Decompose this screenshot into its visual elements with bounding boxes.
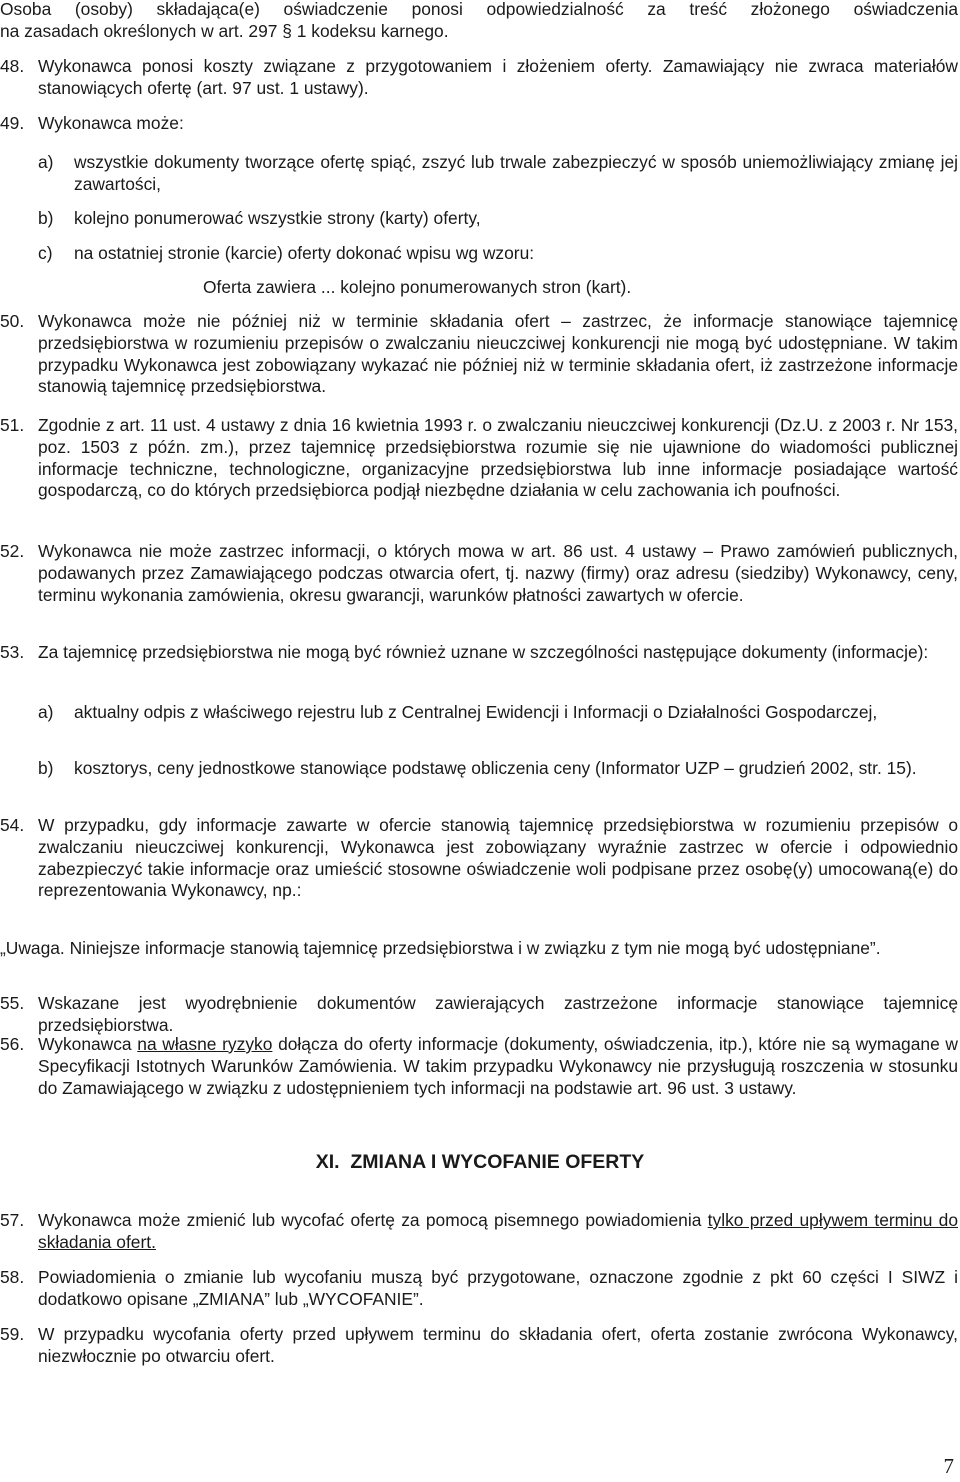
paragraph-number: 53.	[0, 642, 25, 662]
list-label: a)	[38, 152, 54, 172]
section-heading: XI. ZMIANA I WYCOFANIE OFERTY	[315, 1151, 645, 1173]
paragraph-number: 57.	[0, 1210, 25, 1230]
list-text: wszystkie dokumenty tworzące ofertę spiąć, zszyć lub trwale zabezpieczyć w sposób uniemożliwiający zmianę jej zawartości,	[74, 152, 958, 194]
list-text: kosztorys, ceny jednostkowe stanowiące podstawę obliczenia ceny (Informator UZP – grudzień 2002, str. 15).	[74, 758, 917, 778]
list-label: c)	[38, 243, 53, 263]
list-label: a)	[38, 702, 54, 722]
confidentiality-note: „Uwaga. Niniejsze informacje stanowią tajemnicę przedsiębiorstwa i w związku z tym nie mogą być udostępniane”.	[0, 938, 881, 958]
paragraph-number: 49.	[0, 113, 25, 133]
paragraph-text: Powiadomienia o zmianie lub wycofaniu muszą być przygotowane, oznaczone zgodnie z pkt 60 części I SIWZ i dodatkowo opisane „ZMIANA” lub „WYCOFANIE”.	[38, 1267, 958, 1309]
paragraph-text: Za tajemnicę przedsiębiorstwa nie mogą być również uznane w szczególności następujące dokumenty (informacje):	[38, 642, 929, 662]
paragraph-text: Wykonawca może nie później niż w terminie składania ofert – zastrzec, że informacje stanowiące tajemnicę przedsiębiorstwa w rozumieniu przepisów o zwalczaniu nieuczciwej konkurencji nie mogą być udostępniane. W takim przypadku Wykonawca jest zobowiązany wykazać nie później niż w terminie składania ofert, iż zastrzeżone informacje stanowią tajemnicę przedsiębiorstwa.	[38, 311, 958, 397]
text-run: dołącza do oferty informacje (dokumenty, oświadczenia, itp.), które nie są wymagane w Specyfikacji Istotnych Warunków Zamówienia. W takim przypadku Wykonawcy nie przysługują roszczenia w stosunku do Zamawiającego w związku z udostępnieniem tych informacji na podstawie art. 96 ust. 3 ustawy.	[38, 1034, 958, 1098]
list-text: kolejno ponumerować wszystkie strony (karty) oferty,	[74, 208, 481, 228]
underlined-phrase: na własne ryzyko	[137, 1034, 273, 1054]
intro-line-2: na zasadach określonych w art. 297 § 1 kodeksu karnego.	[0, 20, 449, 41]
paragraph-text: Wykonawca ponosi koszty związane z przygotowaniem i złożeniem oferty. Zamawiający nie zwraca materiałów stanowiących ofertę (art. 97 ust. 1 ustawy).	[38, 56, 958, 98]
paragraph-number: 51.	[0, 415, 25, 435]
paragraph-text: W przypadku, gdy informacje zawarte w ofercie stanowią tajemnicę przedsiębiorstwa w rozumieniu przepisów o zwalczaniu nieuczciwej konkurencji, Wykonawca jest zobowiązany wyraźnie zastrzec w ofercie i odpowiednio zabezpieczyć takie informacje oraz umieścić stosowne oświadczenie woli podpisane przez osobę(y) umocowaną(e) do reprezentowania Wykonawcy, np.:	[38, 815, 958, 901]
paragraph-number: 55.	[0, 993, 25, 1013]
paragraph-text: Wykonawca może:	[38, 113, 184, 133]
list-text: na ostatniej stronie (karcie) oferty dokonać wpisu wg wzoru:	[74, 243, 535, 263]
paragraph-text	[38, 1210, 958, 1254]
paragraph-number: 48.	[0, 56, 25, 76]
intro-line-1: Osoba (osoby) składająca(e) oświadczenie ponosi odpowiedzialność za treść złożonego oświadczenia	[0, 0, 958, 19]
paragraph-text: Wykonawca nie może zastrzec informacji, o których mowa w art. 86 ust. 4 ustawy – Prawo zamówień publicznych, podawanych przez Zamawiającego podczas otwarcia ofert, tj. nazwy (firmy) oraz adresu (siedziby) Wykonawcy, ceny, terminu wykonania zamówienia, okresu gwarancji, warunków płatności zawartych w ofercie.	[38, 541, 958, 605]
paragraph-text: Zgodnie z art. 11 ust. 4 ustawy z dnia 16 kwietnia 1993 r. o zwalczaniu nieuczciwej konkurencji (Dz.U. z 2003 r. Nr 153, poz. 1503 z późn. zm.), przez tajemnicę przedsiębiorstwa rozumie się nie ujawnione do wiadomości publicznej informacje techniczne, technologiczne, organizacyjne przedsiębiorstwa lub inne informacje posiadające wartość gospodarczą, co do których przedsiębiorca podjął niezbędne działania w celu zachowania ich poufności.	[38, 415, 958, 501]
paragraph-text: W przypadku wycofania oferty przed upływem terminu do składania ofert, oferta zostanie zwrócona Wykonawcy, niezwłocznie po otwarciu ofert.	[38, 1324, 958, 1366]
paragraph-text: Wskazane jest wyodrębnienie dokumentów zawierających zastrzeżone informacje stanowiące tajemnicę przedsiębiorstwa.	[38, 993, 958, 1035]
paragraph-number: 52.	[0, 541, 25, 561]
paragraph-number: 54.	[0, 815, 25, 835]
list-text: aktualny odpis z właściwego rejestru lub z Centralnej Ewidencji i Informacji o Działalności Gospodarczej,	[74, 702, 878, 722]
paragraph-number: 59.	[0, 1324, 25, 1344]
paragraph-text	[38, 1034, 958, 1099]
paragraph-number: 50.	[0, 311, 25, 331]
template-text: Oferta zawiera ... kolejno ponumerowanych stron (kart).	[203, 277, 632, 297]
paragraph-number: 58.	[0, 1267, 25, 1287]
paragraph-number: 56.	[0, 1034, 25, 1054]
text-run: Wykonawca może zmienić lub wycofać ofertę za pomocą pisemnego powiadomienia	[38, 1210, 708, 1230]
text-run: Wykonawca	[38, 1034, 138, 1054]
page-number: 7	[943, 1454, 954, 1478]
list-label: b)	[38, 208, 54, 228]
underlined-phrase: tylko przed upływem terminu do składania ofert.	[38, 1210, 958, 1252]
list-label: b)	[38, 758, 54, 778]
intro-paragraph	[0, 0, 958, 43]
